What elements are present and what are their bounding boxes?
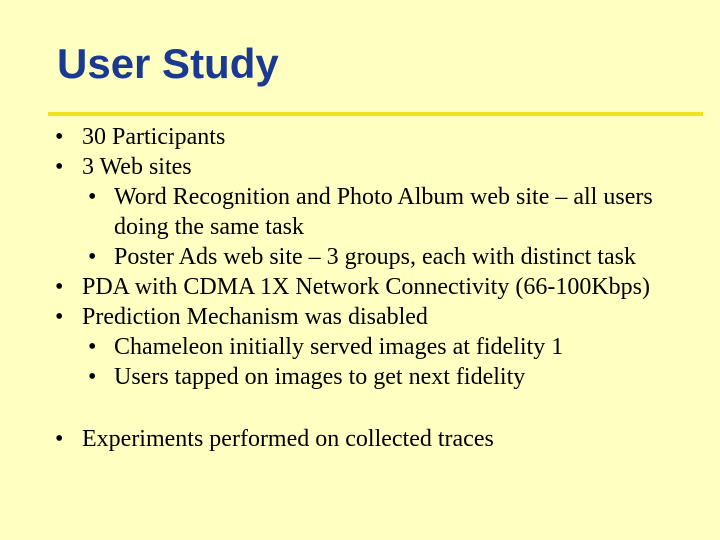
bullet-icon: •: [88, 184, 97, 210]
slide-title: User Study: [57, 40, 279, 87]
bullet-text: Word Recognition and Photo Album web site – all users doing the same task: [114, 184, 653, 240]
bullet-icon: •: [55, 124, 64, 150]
bullet-text: 3 Web sites: [82, 154, 192, 180]
sub-bullet-item: [0, 182, 684, 242]
bullet-icon: •: [88, 364, 97, 390]
bullet-item: [0, 122, 682, 152]
bullet-icon: •: [55, 426, 64, 452]
bullet-icon: •: [55, 154, 64, 180]
bullet-item: [0, 302, 682, 332]
bullet-list: [0, 122, 720, 454]
bullet-icon: •: [88, 334, 97, 360]
bullet-text: 30 Participants: [82, 124, 226, 150]
bullet-item: [0, 272, 682, 302]
bullet-text: Poster Ads web site – 3 groups, each with distinct task: [114, 244, 636, 270]
bullet-text: Prediction Mechanism was disabled: [82, 304, 428, 330]
bullet-icon: •: [55, 274, 64, 300]
bullet-icon: •: [55, 304, 64, 330]
bullet-icon: •: [88, 244, 97, 270]
bullet-text: Experiments performed on collected traces: [82, 426, 494, 452]
bullet-item: [0, 424, 682, 454]
bullet-text: Chameleon initially served images at fidelity 1: [114, 334, 564, 360]
sub-bullet-item: [0, 362, 684, 392]
sub-bullet-item: [0, 242, 684, 272]
title-underline: [48, 112, 703, 116]
bullet-text: Users tapped on images to get next fidelity: [114, 364, 526, 390]
bullet-text: PDA with CDMA 1X Network Connectivity (66-100Kbps): [82, 274, 650, 300]
sub-bullet-item: [0, 332, 684, 362]
bullet-item: [0, 152, 682, 182]
